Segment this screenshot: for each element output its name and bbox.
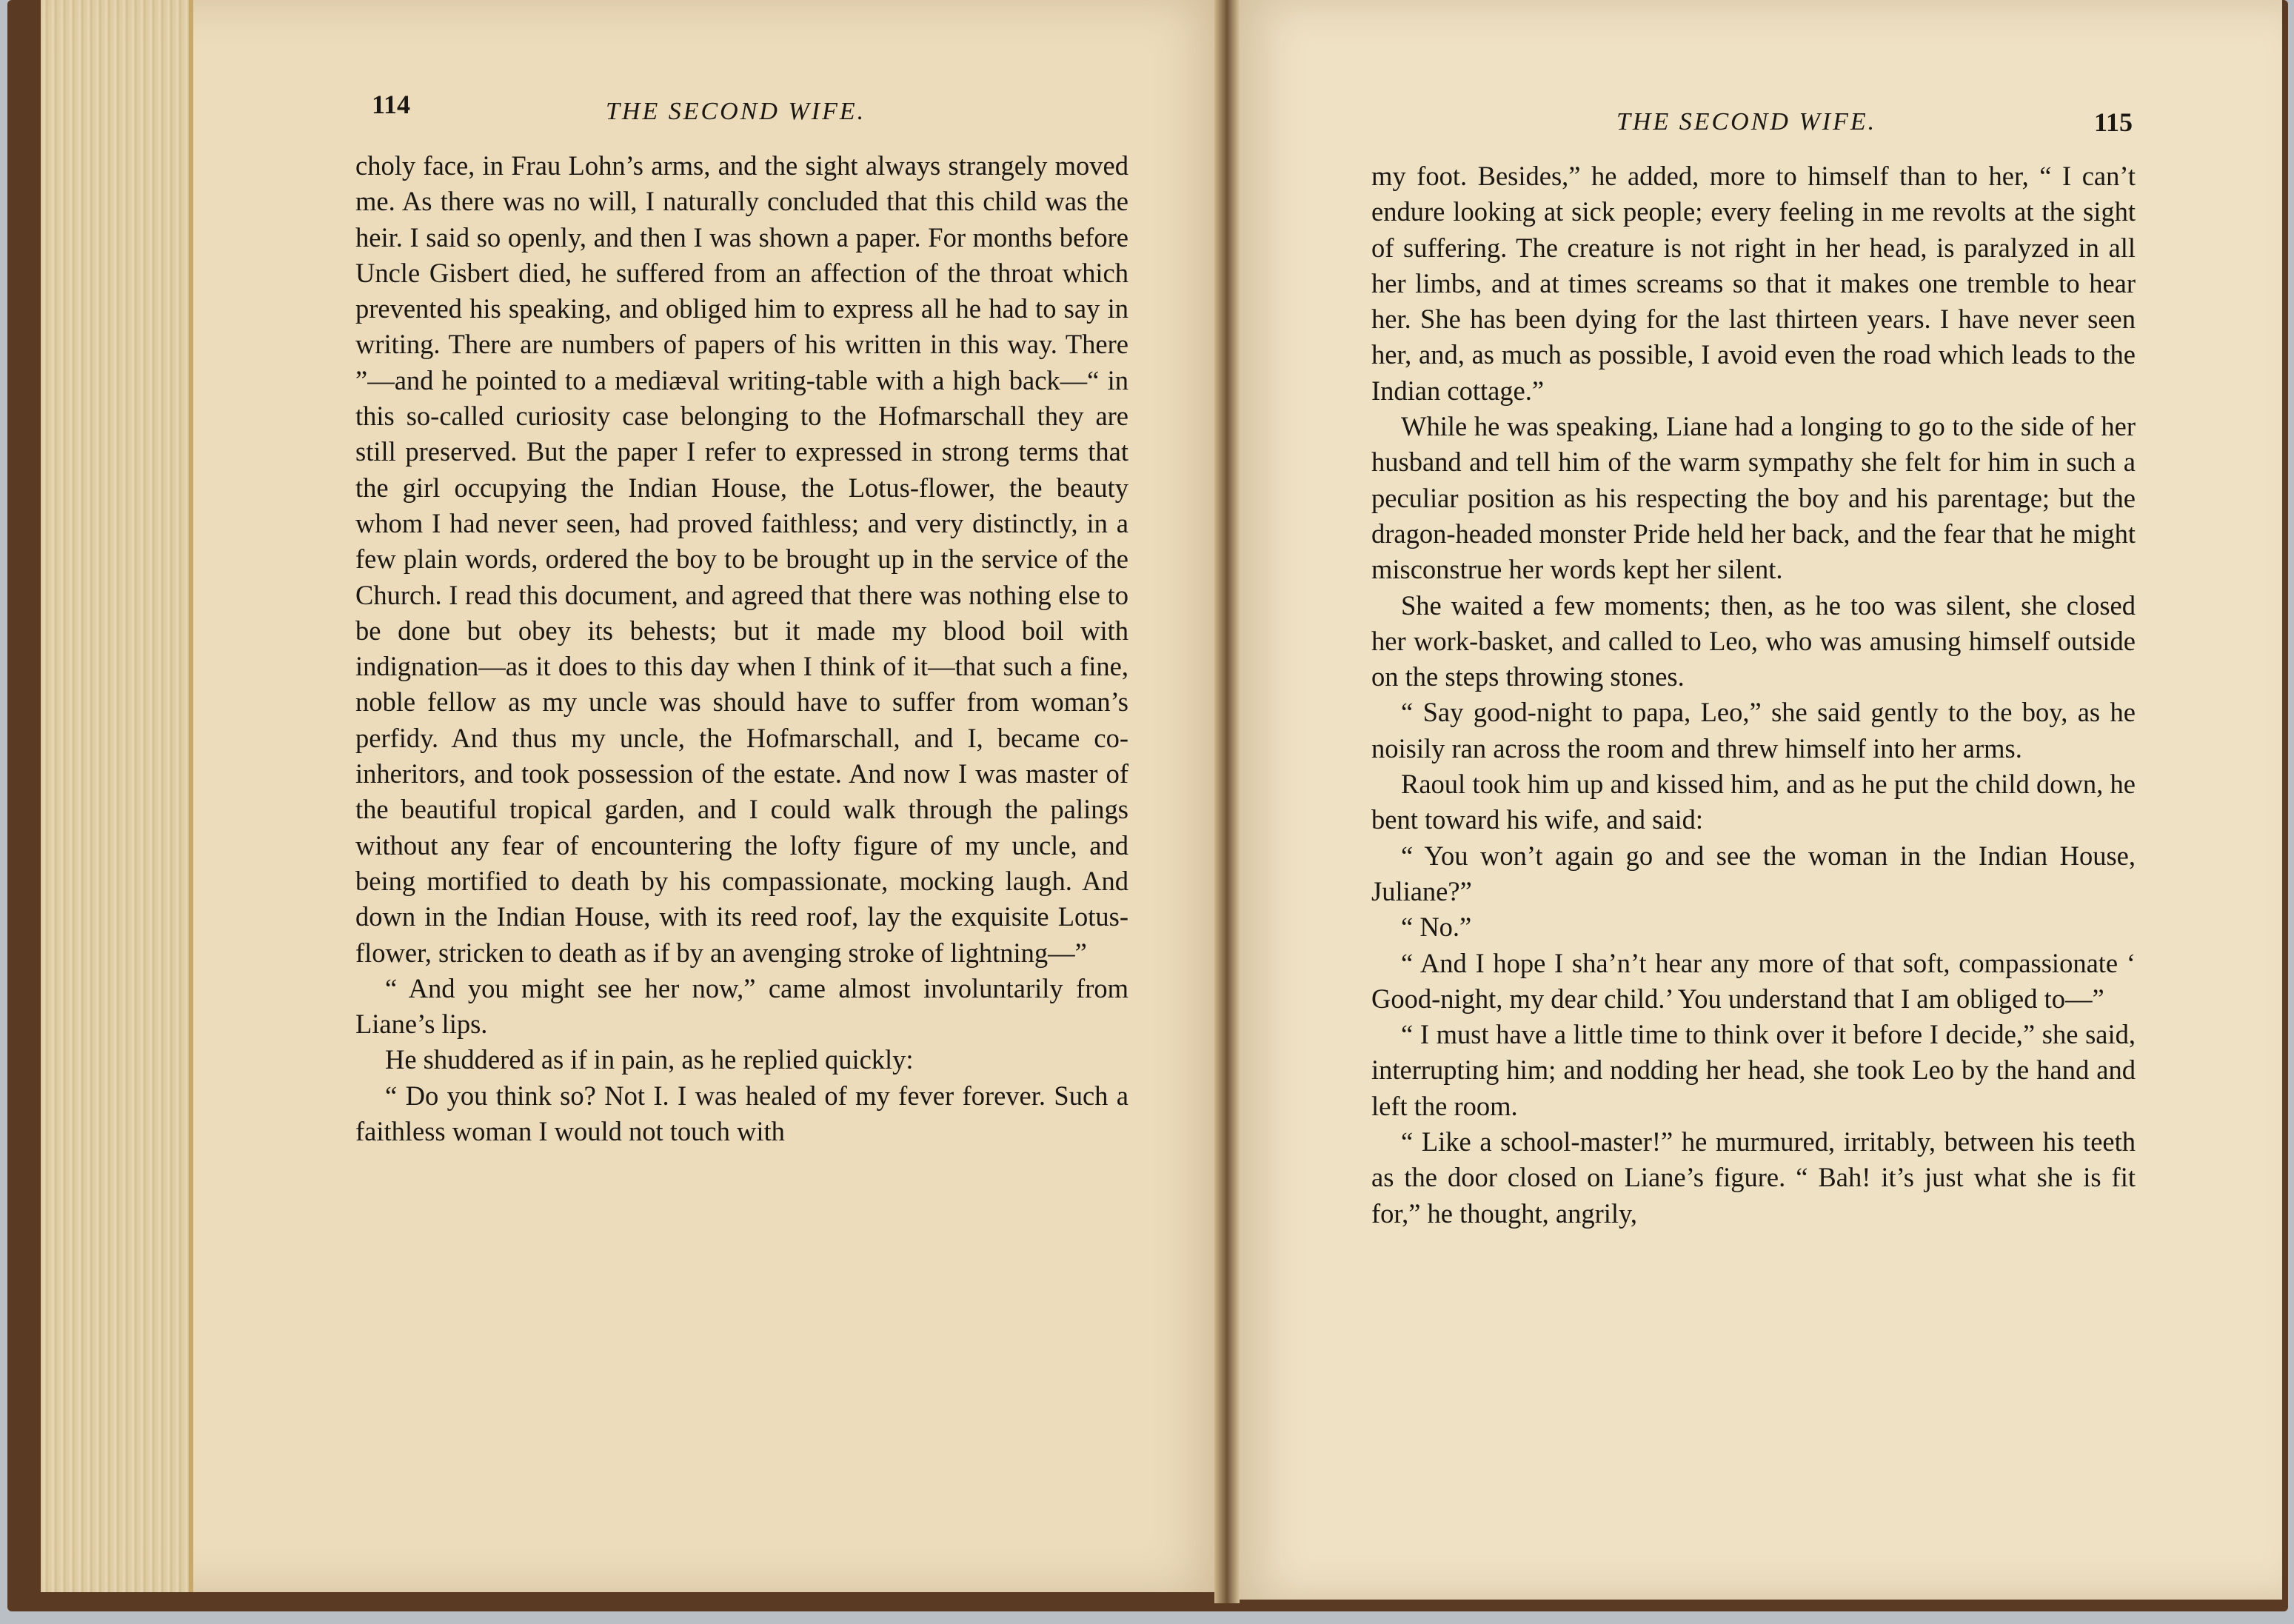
paragraph: “ No.” bbox=[1401, 912, 1472, 943]
paragraph: “ And you might see her now,” came almost involuntarily from Liane’s lips. bbox=[355, 972, 1128, 1040]
right-running-head: THE SECOND WIFE. bbox=[1616, 108, 1877, 136]
right-page-text bbox=[1371, 158, 2136, 1232]
book-gutter bbox=[1214, 0, 1240, 1603]
paragraph: He shuddered as if in pain, as he replied quickly: bbox=[385, 1044, 914, 1075]
paragraph: choly face, in Frau Lohn’s arms, and the sight always strangely moved me. As there was no will, I naturally concluded that this child was the heir. I said so openly, and then I was shown a paper. For months before Uncle Gisbert died, he suffered from an affection of the throat which prevented his speaking, and obliged him to express all he had to say in writing. There are numbers of papers of his written in this way. There ”—and he pointed to a mediæval writing-table with a high back—“ in this so-called curiosity case belonging to the Hofmarschall they are still preserved. But the paper I refer to expressed in strong terms that the girl occupying the Indian House, the Lotus-flower, the beauty whom I had never seen, had proved faithless; and very distinctly, in a few plain words, ordered the boy to be brought up in the service of the Church. I read this document, and agreed that there was nothing else to be done but obey its behests; but it made my blood boil with indignation—as it does to this day when I think of it—that such a fine, noble fellow as my uncle was should have to suffer from woman’s perfidy. And thus my uncle, the Hofmarschall, and I, became co-inheritors, and took possession of the estate. And now I was master of the beautiful tropical garden, and I could walk through the palings without any fear of encountering the lofty figure of my uncle, and being mortified to death by his compassionate, mocking laugh. And down in the Indian House, with its reed roof, lay the exquisite Lotus-flower, stricken to death as if by an avenging stroke of lightning—” bbox=[355, 150, 1128, 968]
left-page-text bbox=[355, 148, 1128, 1149]
paragraph: “ And I hope I sha’n’t hear any more of that soft, compassionate ‘ Good-night, my dear child.’ You understand that I am obliged to—” bbox=[1371, 947, 2136, 1014]
paragraph: “ Say good-night to papa, Leo,” she said gently to the boy, as he noisily ran across the room and threw himself into her arms. bbox=[1371, 697, 2136, 763]
paragraph: While he was speaking, Liane had a longing to go to the side of her husband and tell him of the warm sympathy she felt for him in such a peculiar position as his respecting the boy and his parentage; but the dragon-headed monster Pride held her back, and the fear that he might misconstrue her words kept her silent. bbox=[1371, 411, 2136, 585]
paragraph: my foot. Besides,” he added, more to himself than to her, “ I can’t endure looking at sick people; every feeling in me revolts at the sight of suffering. The creature is not right in her head, is paralyzed in all her limbs, and at times screams so that it makes one tremble to hear her. She has been dying for the last thirteen years. I have never seen her, and, as much as possible, I avoid even the road which leads to the Indian cottage.” bbox=[1371, 161, 2136, 406]
paragraph: “ I must have a little time to think over it before I decide,” she said, interrupting him; and nodding her head, she took Leo by the hand and left the room. bbox=[1371, 1019, 2136, 1121]
left-running-head: THE SECOND WIFE. bbox=[606, 98, 866, 125]
right-page-number: 115 bbox=[2094, 107, 2133, 137]
paragraph: “ Like a school-master!” he murmured, irritably, between his teeth as the door closed on Liane’s figure. “ Bah! it’s just what she is fit for,” he thought, angrily, bbox=[1371, 1126, 2136, 1229]
paragraph: “ Do you think so? Not I. I was healed of my fever forever. Such a faithless woman I would not touch with bbox=[355, 1080, 1128, 1147]
page-edges bbox=[41, 0, 189, 1592]
left-page-number: 114 bbox=[372, 90, 411, 119]
paragraph: Raoul took him up and kissed him, and as he put the child down, he bent toward his wife, and said: bbox=[1371, 769, 2136, 835]
paragraph: “ You won’t again go and see the woman in the Indian House, Juliane?” bbox=[1371, 840, 2136, 906]
paragraph: She waited a few moments; then, as he too was silent, she closed her work-basket, and called to Leo, who was amusing himself outside on the steps throwing stones. bbox=[1371, 589, 2136, 692]
page-edge-line bbox=[189, 0, 193, 1592]
